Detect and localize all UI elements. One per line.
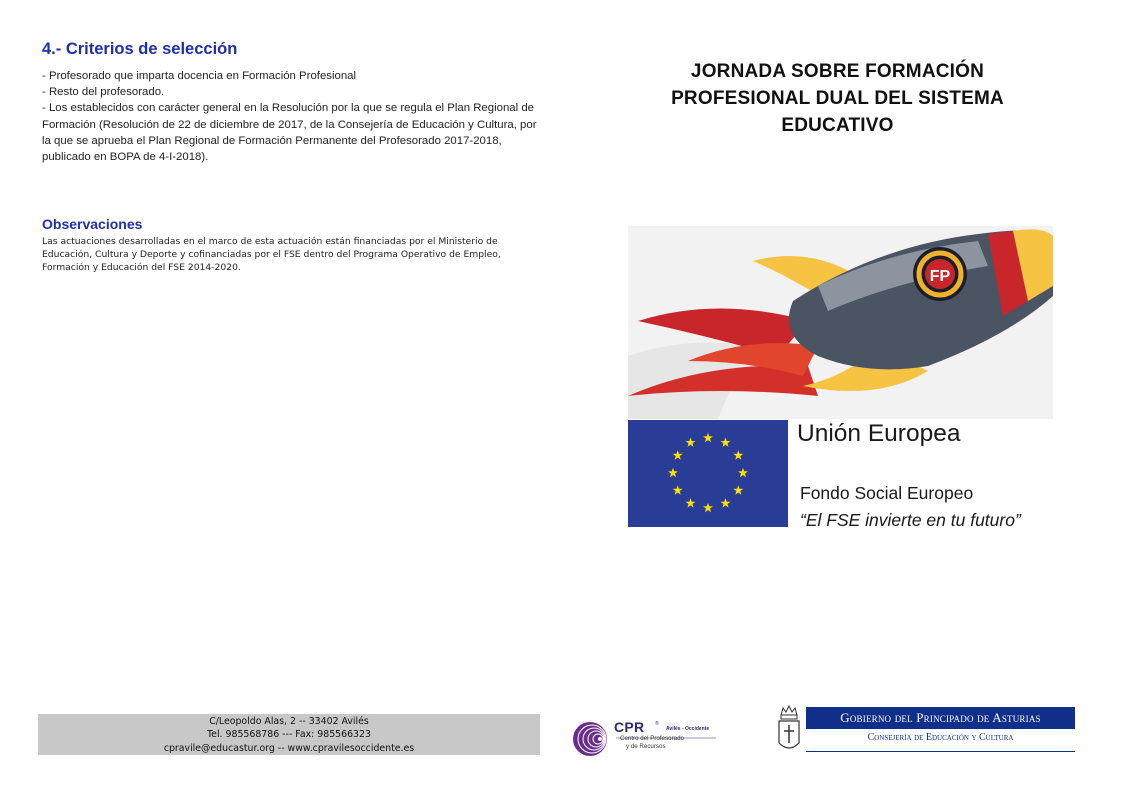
gobierno-divider [806, 751, 1075, 752]
fp-badge-label: FP [929, 268, 951, 285]
rocket-illustration [628, 226, 1053, 419]
cpr-zone: Avilés - Occidente [666, 726, 710, 732]
phone-line: Tel. 985568786 --- Fax: 985566323 [207, 729, 371, 741]
observations-text: Las actuaciones desarrolladas en el marco de esta actuación están financiadas por el Ministerio de Educación, Cultura y Deporte y cofinanciadas por el FSE dentro del Programa Operativo de Empleo, Formación y Educación del FSE 2014-2020. [42, 236, 501, 273]
gobierno-title: Gobierno del Principado de Asturias [806, 707, 1075, 729]
eu-slogan: “El FSE invierte en tu futuro” [800, 510, 1021, 530]
eu-fund-name: Fondo Social Europeo [800, 483, 974, 503]
criteria-list [42, 68, 542, 165]
cpr-line2: y de Recursos [626, 743, 666, 750]
page-title: JORNADA SOBRE FORMACIÓN PROFESIONAL DUAL DEL SISTEMA EDUCATIVO [671, 61, 1004, 136]
eu-union-title: Unión Europea [797, 420, 961, 447]
criteria-item: - Los establecidos con carácter general en la Resolución por la que se regula el Plan Regional de Formación (Resolución de 22 de diciembre de 2017, de la Consejería de Educación y Cultura, por la que se aprueba el Plan Regional de Formación Permanente del Profesorado 2017-2018, publicado en BOPA de 4-I-2018). [42, 102, 537, 164]
observations-title: Observaciones [42, 216, 143, 232]
contact-line[interactable]: cpravile@educastur.org -- www.cpravilesoccidente.es [163, 742, 415, 754]
eu-flag-icon [628, 420, 788, 527]
criteria-item: - Profesorado que imparta docencia en Formación Profesional [42, 70, 357, 82]
cpr-line1: Centro del Profesorado [620, 735, 684, 742]
address-box [38, 714, 540, 755]
asturias-crest-icon [776, 703, 802, 755]
criteria-title: 4.- Criterios de selección [42, 40, 238, 58]
cpr-name: CPR [614, 719, 645, 735]
criteria-item: - Resto del profesorado. [42, 86, 165, 99]
address-line: C/Leopoldo Alas, 2 -- 33402 Avilés [209, 716, 369, 727]
cpr-registered: ® [655, 721, 659, 727]
gobierno-subtitle: Consejería de Educación y Cultura [867, 732, 1014, 743]
